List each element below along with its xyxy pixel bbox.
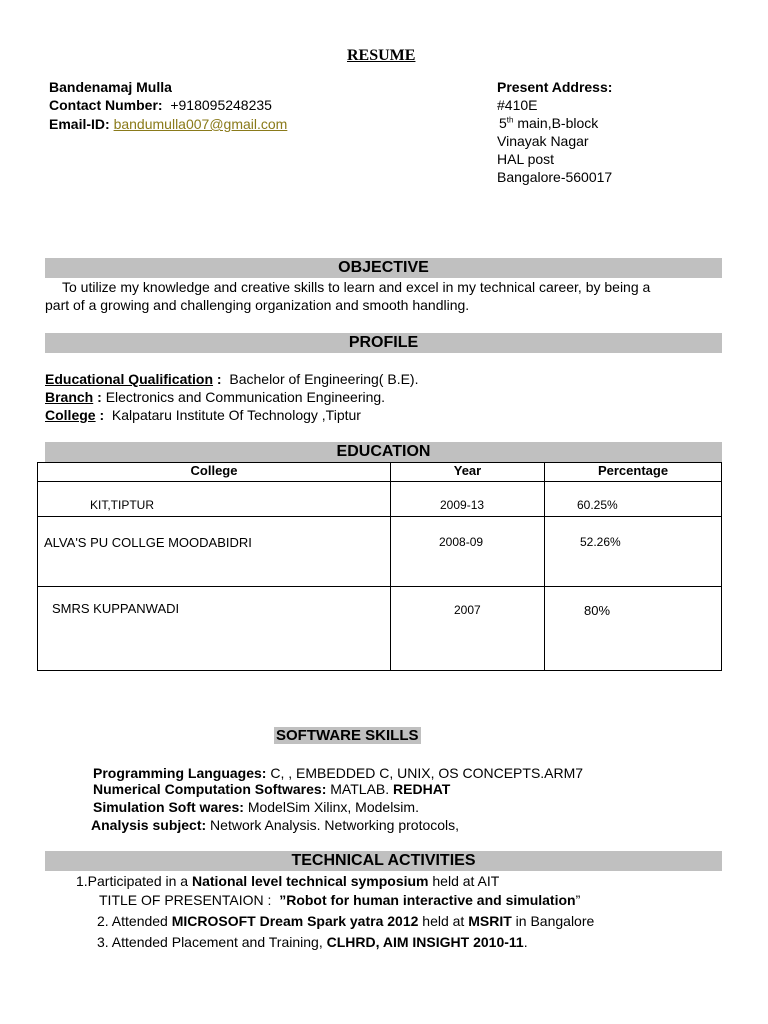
cell-year: 2008-09 <box>439 535 484 549</box>
qualification-value: Bachelor of Engineering( B.E). <box>229 371 419 387</box>
skill-label: Simulation Soft wares: <box>93 799 244 815</box>
college-line: College : Kalpataru Institute Of Technology ,Tiptur <box>45 407 361 423</box>
address-street-number: 5 <box>499 115 507 131</box>
skill-item-numerical <box>93 781 450 797</box>
activity-2-event: MICROSOFT Dream Spark yatra 2012 <box>171 913 419 929</box>
branch-line: Branch : Electronics and Communication Engineering. <box>45 389 386 405</box>
education-header-row <box>38 463 722 482</box>
contact-number-value: +918095248235 <box>170 97 272 113</box>
email-label: Email-ID: <box>49 116 110 132</box>
education-table <box>37 462 722 671</box>
skill-label: Analysis subject: <box>91 817 207 833</box>
technical-activities-heading: TECHNICAL ACTIVITIES <box>45 851 722 871</box>
objective-line-2: part of a growing and challenging organization and smooth handling. <box>45 297 470 313</box>
table-row <box>38 587 722 671</box>
college-value: Kalpataru Institute Of Technology ,Tiptur <box>111 407 361 423</box>
objective-line-1: To utilize my knowledge and creative skills to learn and excel in my technical career, by being a <box>62 279 651 295</box>
activity-1-presentation: TITLE OF PRESENTAION : ”Robot for human interactive and simulation” <box>99 892 581 908</box>
skill-label: Numerical Computation Softwares: <box>93 781 327 797</box>
presentation-title: ”Robot for human interactive and simulation <box>279 892 576 908</box>
skill-item-programming <box>93 765 583 781</box>
column-header-year: Year <box>391 463 545 482</box>
skill-extra: REDHAT <box>393 781 451 797</box>
cell-college: KIT,TIPTUR <box>90 498 155 512</box>
email-line <box>49 116 287 132</box>
skill-value: Network Analysis. Networking protocols, <box>210 817 460 833</box>
presentation-title-label: TITLE OF PRESENTAION : <box>99 892 272 908</box>
activity-1-event: National level technical symposium <box>191 873 429 889</box>
contact-number-label: Contact Number: <box>49 97 163 113</box>
cell-year: 2007 <box>454 603 481 617</box>
address-street-rest: main,B-block <box>513 115 599 131</box>
address-label: Present Address: <box>497 79 613 95</box>
skill-label: Programming Languages: <box>93 765 267 781</box>
table-row <box>38 517 722 587</box>
address-line-4: HAL post <box>497 151 555 167</box>
qualification-label: Educational Qualification <box>45 371 214 387</box>
cell-college: SMRS KUPPANWADI <box>52 601 180 616</box>
activity-2: 2. Attended MICROSOFT Dream Spark yatra 2012 held at MSRIT in Bangalore <box>97 913 595 929</box>
activity-3: 3. Attended Placement and Training, CLHRD, AIM INSIGHT 2010-11. <box>97 934 528 950</box>
profile-heading: PROFILE <box>45 333 722 353</box>
candidate-name: Bandenamaj Mulla <box>49 79 172 95</box>
skill-value: C, , EMBEDDED C, UNIX, OS CONCEPTS.ARM7 <box>270 765 584 781</box>
objective-heading: OBJECTIVE <box>45 258 722 278</box>
resume-title: RESUME <box>347 47 416 64</box>
address-line-1: #410E <box>497 97 538 113</box>
cell-percentage: 52.26% <box>580 535 621 549</box>
skill-value: MATLAB. <box>330 781 390 797</box>
cell-percentage: 80% <box>584 603 611 618</box>
branch-label: Branch <box>45 389 94 405</box>
cell-percentage: 60.25% <box>577 498 618 512</box>
education-heading: EDUCATION <box>45 442 722 462</box>
table-row <box>38 482 722 517</box>
qualification-line: Educational Qualification : Bachelor of Engineering( B.E). <box>45 371 419 387</box>
skill-item-analysis <box>91 817 459 833</box>
software-skills-heading: SOFTWARE SKILLS <box>276 727 419 744</box>
activity-2-venue: MSRIT <box>468 913 512 929</box>
cell-college: ALVA'S PU COLLGE MOODABIDRI <box>44 535 252 550</box>
activity-1: 1.Participated in a National level technical symposium held at AIT <box>76 873 500 889</box>
contact-number-line <box>49 97 272 113</box>
column-header-percentage: Percentage <box>545 463 722 482</box>
address-line-2 <box>499 115 598 131</box>
address-line-3: Vinayak Nagar <box>497 133 589 149</box>
cell-year: 2009-13 <box>440 498 485 512</box>
address-line-5: Bangalore-560017 <box>497 169 613 185</box>
skill-item-simulation <box>93 799 419 815</box>
column-header-college: College <box>38 463 391 482</box>
skill-value: ModelSim Xilinx, Modelsim. <box>247 799 419 815</box>
activity-3-event: CLHRD, AIM INSIGHT 2010-11 <box>326 934 524 950</box>
college-label: College <box>45 407 96 423</box>
branch-value: Electronics and Communication Engineering. <box>105 389 386 405</box>
address-street-suffix: th <box>506 115 514 125</box>
email-link[interactable]: bandumulla007@gmail.com <box>113 116 288 132</box>
